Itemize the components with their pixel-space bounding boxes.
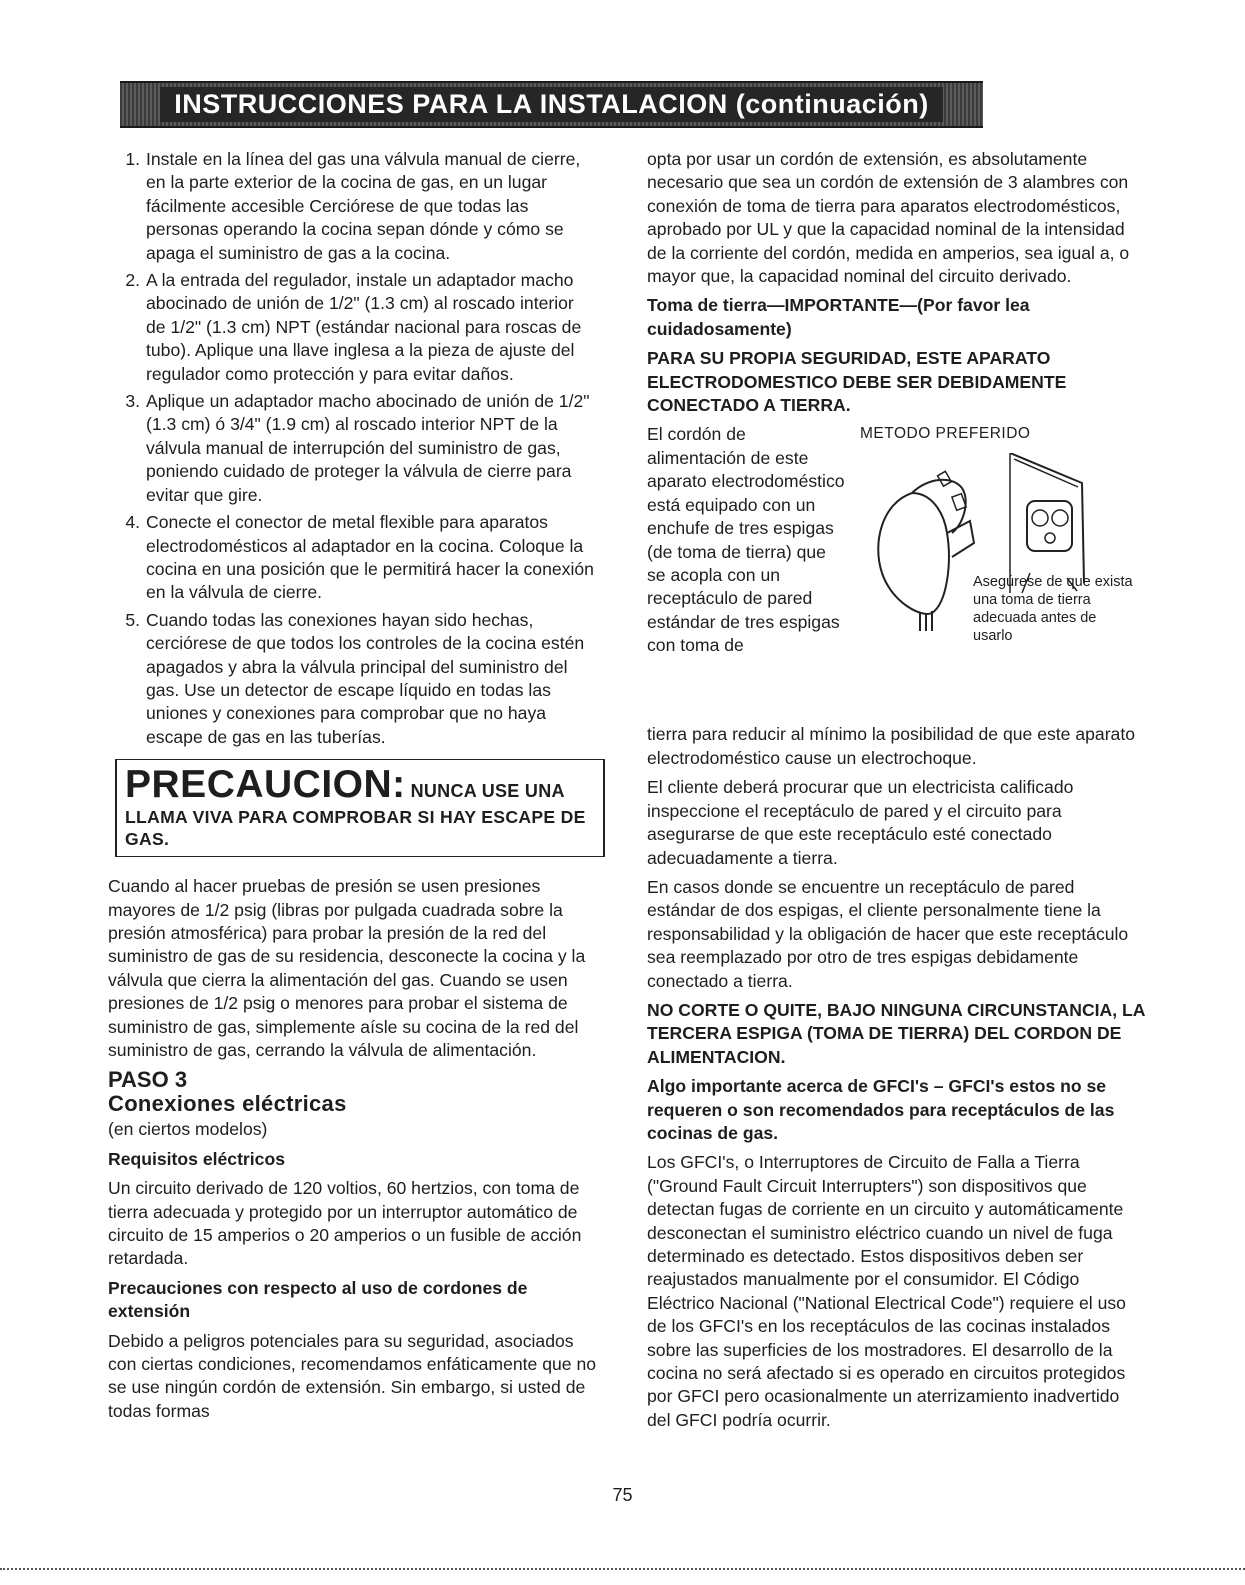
list-item: [108, 269, 598, 386]
gfci-heading: Algo importante acerca de GFCI's – GFCI's estos no se requeren o son recomendados para receptáculos de las cocinas de gas.: [647, 1076, 1115, 1143]
requirements-heading: Requisitos eléctricos: [108, 1148, 285, 1169]
plug-body-icon: [878, 493, 949, 614]
models-note: (en ciertos modelos): [108, 1119, 268, 1140]
grounding-heading: Toma de tierra—IMPORTANTE—(Por favor lea cuidadosamente): [647, 295, 1030, 339]
page-divider: [0, 1568, 1245, 1570]
requirements-text: Un circuito derivado de 120 voltios, 60 hertzios, con toma de tierra adecuada y protegido por un interruptor automático de circuito de 15 amperios o 20 amperios o un fusible de acción retardada.: [108, 1178, 582, 1269]
section-header-banner: [120, 81, 983, 128]
electrician-paragraph: El cliente deberá procurar que un electricista calificado inspeccione el receptáculo de pared y el circuito para asegurarse de que este receptáculo esté conectado adecuadamente a tierra.: [647, 777, 1074, 868]
step-number: 1.: [125, 149, 140, 169]
caution-heading: PRECAUCION:: [125, 763, 406, 807]
caution-text: LLAMA VIVA PARA COMPROBAR SI HAY ESCAPE DE GAS.: [125, 807, 586, 850]
safety-heading: PARA SU PROPIA SEGURIDAD, ESTE APARATO ELECTRODOMESTICO DEBE SER DEBIDAMENTE CONECTADO A TIERRA.: [647, 348, 1067, 416]
right-column: [647, 148, 1147, 1438]
step-heading: PASO 3: [108, 1067, 188, 1093]
list-item: [108, 609, 598, 749]
step-text: Cuando todas las conexiones hayan sido hechas, cerciórese de que todos los controles de la cocina estén apagados y abra la válvula principal del suministro del gas. Use un detector de escape líquido en todas las uniones y conexiones para comprobar que no haya escape de gas en las tuberías.: [146, 609, 585, 747]
gfci-paragraph: Los GFCI's, o Interruptores de Circuito de Falla a Tierra ("Ground Fault Circuit Interrupters") son dispositivos que detectan fugas de corriente en un circuito y automáticamente desconectan el suministro eléctrico cuando un nivel de fuga determinado es detectado. Estos dispositivos deben ser reajustados manualmente por el consumidor. El Código Eléctrico Nacional ("National Electrical Code") requiere el uso de los GFCI's en los receptáculos de las cocinas instalados sobre las superficies de los mostradores. El desarrollo de la cocina no será afectado si es operado en circuitos protegidos por GFCI pero ocasionalmente un aterrizamiento inadvertido del GFCI podría ocurrir.: [647, 1152, 1126, 1430]
figure-wrap-text: El cordón de alimentación de este aparato electrodoméstico está equipado con un enchufe de tres espigas (de toma de tierra) que se acopla con un receptáculo de pared estándar de tres espigas con toma de: [647, 424, 845, 656]
caution-box: [115, 759, 605, 857]
step-number: 2.: [125, 270, 140, 291]
left-column: [108, 148, 598, 1429]
section-subtitle: Conexiones eléctricas: [108, 1091, 347, 1117]
installation-steps-list: [108, 148, 598, 749]
step-number: 5.: [125, 609, 140, 630]
step-number: 4.: [125, 512, 140, 533]
step-text: Aplique un adaptador macho abocinado de unión de 1/2" (1.3 cm) ó 3/4" (1.9 cm) al roscado interior NPT de la válvula manual de interrupción del suministro de gas, poniendo cuidado de proteger la válvula de cierre para evitar que gire.: [146, 391, 590, 505]
two-prong-paragraph: En casos donde se encuentre un receptáculo de pared estándar de dos espigas, el cliente personalmente tiene la responsabilidad y la obligación de hacer que este receptáculo sea reemplazado por otro de tres espigas debidamente conectado a tierra.: [647, 876, 1129, 991]
figure-label: METODO PREFERIDO: [860, 425, 1031, 443]
list-item: [108, 511, 598, 605]
extension-cord-text: Debido a peligros potenciales para su seguridad, asociados con ciertas condiciones, recomendamos enfáticamente que no se use ningún cordón de extensión. Sin embargo, si usted de todas formas: [108, 1330, 597, 1421]
page-number: 75: [612, 1485, 633, 1505]
grounding-figure-block: [647, 423, 1147, 723]
extension-cord-continued: opta por usar un cordón de extensión, es absolutamente necesario que sea un cordón de extensión de 3 alambres con conexión de toma de tierra para aparatos electrodomésticos, aprobado por UL y que la capacidad nominal de la intensidad de la corriente del cordón, medida en amperios, sea igual a, o mayor que, la capacidad nominal del circuito derivado.: [647, 149, 1130, 287]
list-item: [108, 390, 598, 507]
no-cut-heading: NO CORTE O QUITE, BAJO NINGUNA CIRCUNSTANCIA, LA TERCERA ESPIGA (TOMA DE TIERRA) DEL CORDON DE ALIMENTACION.: [647, 999, 1145, 1067]
step-text: Instale en la línea del gas una válvula manual de cierre, en la parte exterior de la cocina de gas, en un lugar fácilmente accesible Cerciórese de que todas las personas operando la cocina sepan dónde y cómo se apaga el suministro de gas a la cocina.: [146, 149, 581, 263]
step-number: 3.: [125, 391, 140, 412]
list-item: [108, 148, 598, 265]
section-title: INSTRUCCIONES PARA LA INSTALACION (continuación): [160, 87, 942, 122]
step-text: Conecte el conector de metal flexible para aparatos electrodomésticos al adaptador en la cocina. Coloque la cocina en una posición que le permitirá hacer la conexión en la válvula de cierre.: [146, 512, 594, 603]
figure-continuation: tierra para reducir al mínimo la posibilidad de que este aparato electrodoméstico cause un electrochoque.: [647, 724, 1136, 768]
extension-cord-heading: Precauciones con respecto al uso de cordones de extensión: [108, 1277, 528, 1322]
figure-note: Asegúrese de que exista una toma de tierra adecuada antes de usarlo: [973, 574, 1133, 645]
pressure-test-paragraph: Cuando al hacer pruebas de presión se usen presiones mayores de 1/2 psig (libras por pulgada cuadrada sobre la presión atmosférica) para probar la presión de la red del suministro de gas de su residencia, desconecte la cocina y la válvula que cierra la alimentación del gas. Cuando se usen presiones de 1/2 psig o menores para probar el sistema de suministro de gas, simplemente aísle su cocina de la red del suministro de gas, cerrando la válvula de alimentación.: [108, 876, 586, 1060]
step-text: A la entrada del regulador, instale un adaptador macho abocinado de unión de 1/2" (1.3 cm) al roscado interior de 1/2" (1.3 cm) NPT (estándar nacional para roscas de tubo). Aplique una llave inglesa a la pieza de ajuste del regulador como protección y para evitar daños.: [146, 270, 582, 384]
caution-inline-text: NUNCA USE UNA: [410, 781, 565, 802]
